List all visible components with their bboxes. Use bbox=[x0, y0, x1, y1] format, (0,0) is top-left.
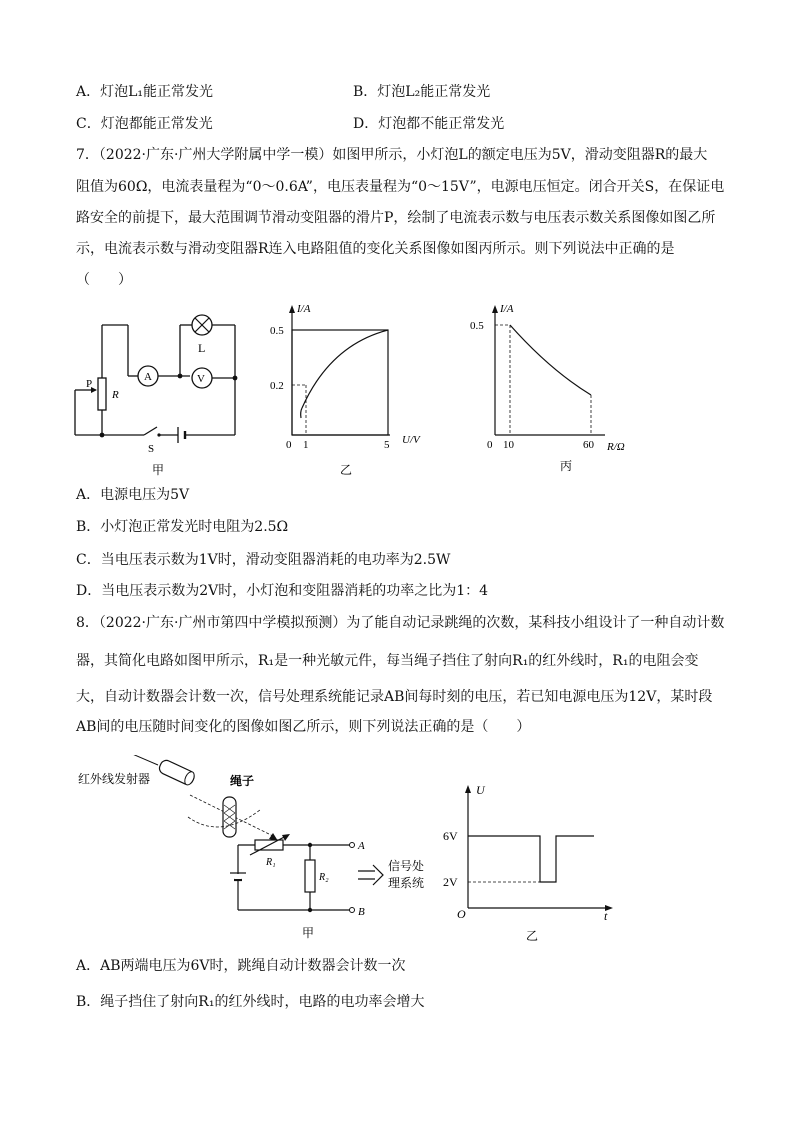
bing-x-tick-10: 10 bbox=[503, 439, 514, 451]
yi-x-tick-1: 1 bbox=[303, 439, 309, 451]
voltmeter-label: V bbox=[197, 373, 205, 385]
q7-stem-line3: 路安全的前提下，最大范围调节滑动变阻器的滑片P，绘制了电流表示数与电压表示数关系图像如图乙所 bbox=[76, 210, 716, 226]
bing-y-axis-label: I/A bbox=[500, 303, 514, 315]
signal-system-label-2: 理系统 bbox=[388, 876, 425, 890]
r1-label: R₁ bbox=[266, 857, 276, 868]
bing-y-tick-0.5: 0.5 bbox=[470, 320, 484, 332]
rope-label: 绳子 bbox=[230, 774, 255, 788]
q7-stem-line2: 阻值为60Ω，电流表量程为“0～0.6A”，电压表量程为“0～15V”，电源电压恒定。闭合开关S，在保证电 bbox=[76, 179, 725, 195]
q7-option-c: C．当电压表示数为1V时，滑动变阻器消耗的电功率为2.5W bbox=[76, 552, 451, 568]
q6-option-a: A．灯泡L₁能正常发光 bbox=[76, 84, 214, 100]
q8-option-b: B．绳子挡住了射向R₁的红外线时，电路的电功率会增大 bbox=[76, 994, 425, 1010]
q7-option-a: A．电源电压为5V bbox=[76, 487, 190, 503]
q8-stem-line2: 器，其简化电路如图甲所示，R₁是一种光敏元件，每当绳子挡住了射向R₁的红外线时，R₁的电阻会变 bbox=[76, 653, 699, 669]
terminal-a-label: A bbox=[358, 840, 365, 852]
figure-caption-jia-q8: 甲 bbox=[302, 926, 315, 940]
q8-origin: O bbox=[457, 907, 466, 921]
rheostat-label: R bbox=[112, 389, 119, 401]
yi-y-tick-0.2: 0.2 bbox=[270, 380, 284, 392]
q7-option-d: D．当电压表示数为2V时，小灯泡和变阻器消耗的功率之比为1：4 bbox=[76, 583, 489, 599]
q8-stem-line4: AB间的电压随时间变化的图像如图乙所示，则下列说法正确的是（ ） bbox=[76, 719, 531, 735]
yi-y-axis-label: I/A bbox=[297, 303, 311, 315]
q6-option-b: B．灯泡L₂能正常发光 bbox=[353, 84, 491, 100]
q8-y-axis-label: U bbox=[476, 783, 485, 797]
yi-x-axis-label: U/V bbox=[402, 434, 420, 446]
bing-x-tick-60: 60 bbox=[583, 439, 594, 451]
q7-answer-bracket: （ ） bbox=[76, 272, 132, 288]
switch-label: S bbox=[148, 443, 155, 455]
yi-y-tick-0.5: 0.5 bbox=[270, 325, 284, 337]
q8-stem-line3: 大，自动计数器会计数一次，信号处理系统能记录AB间每时刻的电压，若已知电源电压为12V，某时段 bbox=[76, 689, 713, 705]
q8-ut-graph bbox=[440, 780, 620, 945]
figure-caption-yi: 乙 bbox=[340, 463, 353, 477]
q6-option-c: C．灯泡都能正常发光 bbox=[76, 116, 213, 132]
q8-y-tick-2v: 2V bbox=[443, 875, 458, 889]
figure-caption-bing: 丙 bbox=[560, 459, 573, 473]
bing-x-axis-label: R/Ω bbox=[607, 441, 625, 453]
q7-stem-line4: 示，电流表示数与滑动变阻器R连入电路阻值的变化关系图像如图丙所示。则下列说法中正确的是 bbox=[76, 241, 675, 257]
slider-label: P bbox=[86, 378, 93, 390]
r2-label: R₂ bbox=[319, 872, 329, 883]
q8-y-tick-6v: 6V bbox=[443, 829, 458, 843]
q8-x-axis-label: t bbox=[604, 909, 608, 923]
q7-stem-line1: 7．（2022·广东·广州大学附属中学一模）如图甲所示，小灯泡L的额定电压为5V，滑动变阻器R的最大 bbox=[76, 147, 708, 163]
lamp-label: L bbox=[198, 341, 206, 355]
q6-option-d: D．灯泡都不能正常发光 bbox=[353, 116, 505, 132]
q8-option-a: A．AB两端电压为6V时，跳绳自动计数器会计数一次 bbox=[76, 958, 406, 974]
yi-origin: 0 bbox=[286, 439, 292, 451]
q8-stem-line1: 8．（2022·广东·广州市第四中学模拟预测）为了能自动记录跳绳的次数，某科技小组设计了一种自动计数 bbox=[76, 615, 725, 631]
signal-system-label-1: 信号处 bbox=[388, 859, 425, 873]
q7-circuit-diagram bbox=[60, 300, 260, 480]
terminal-b-label: B bbox=[358, 906, 365, 918]
yi-x-tick-5: 5 bbox=[384, 439, 390, 451]
q8-circuit-diagram bbox=[70, 755, 450, 945]
figure-caption-jia: 甲 bbox=[152, 463, 165, 477]
q7-iu-graph bbox=[260, 300, 440, 480]
q7-option-b: B．小灯泡正常发光时电阻为2.5Ω bbox=[76, 519, 289, 535]
q7-ir-graph bbox=[465, 300, 645, 480]
ammeter-label: A bbox=[144, 371, 152, 383]
bing-origin: 0 bbox=[487, 439, 493, 451]
figure-caption-yi-q8: 乙 bbox=[526, 929, 539, 943]
emitter-label: 红外线发射器 bbox=[78, 772, 151, 786]
